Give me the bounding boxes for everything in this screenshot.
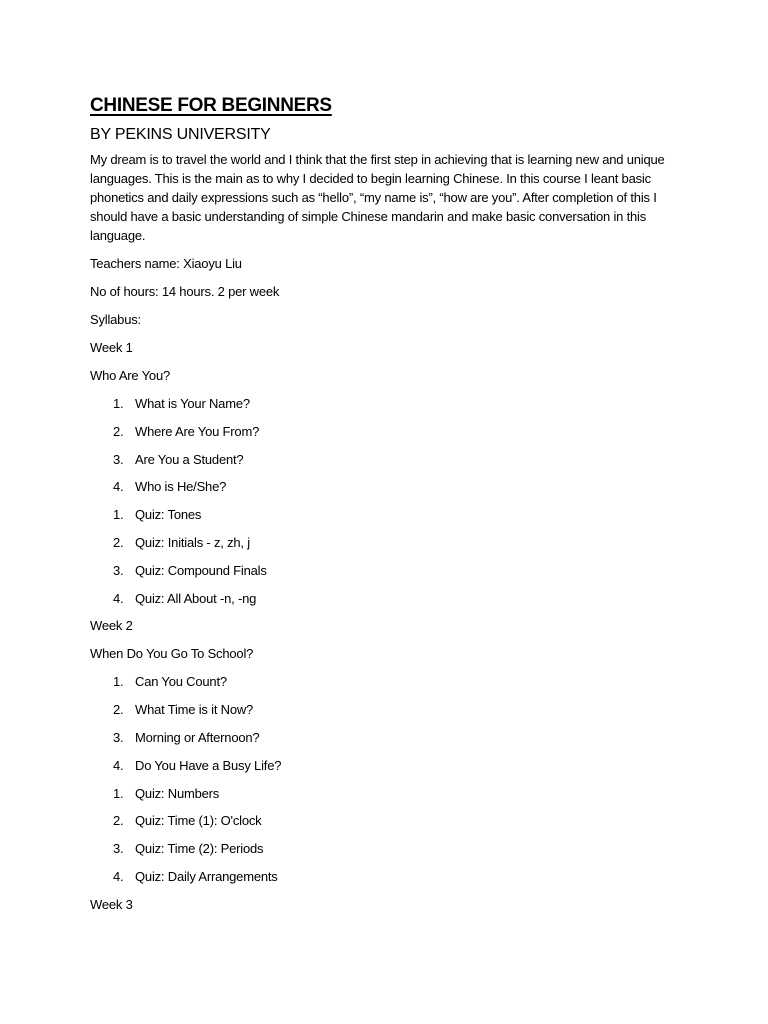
teacher-name: Teachers name: Xiaoyu Liu bbox=[90, 256, 242, 271]
list-item-text: Quiz: Daily Arrangements bbox=[135, 868, 278, 884]
list-item bbox=[90, 505, 690, 533]
week-topic-list bbox=[90, 394, 690, 616]
list-item bbox=[90, 700, 690, 728]
list-item-text: Can You Count? bbox=[135, 674, 227, 690]
list-item bbox=[90, 672, 690, 700]
list-item bbox=[90, 533, 690, 561]
list-item-text: Where Are You From? bbox=[135, 423, 260, 439]
list-number: 4. bbox=[113, 479, 124, 495]
list-item bbox=[90, 422, 690, 450]
list-item bbox=[90, 839, 690, 867]
list-number: 2. bbox=[113, 702, 124, 718]
document-subtitle: BY PEKINS UNIVERSITY bbox=[90, 126, 271, 143]
list-item-text: Quiz: Initials - z, zh, j bbox=[135, 534, 250, 550]
list-item bbox=[90, 477, 690, 505]
list-number: 1. bbox=[113, 507, 124, 523]
list-item-text: Quiz: Tones bbox=[135, 507, 202, 523]
course-hours: No of hours: 14 hours. 2 per week bbox=[90, 284, 280, 299]
week-topic-list bbox=[90, 672, 690, 894]
list-item-text: Quiz: Compound Finals bbox=[135, 562, 267, 578]
list-number: 1. bbox=[113, 396, 124, 411]
document-body bbox=[90, 94, 690, 923]
list-item-text: Quiz: Time (1): O'clock bbox=[135, 813, 262, 829]
syllabus-label: Syllabus: bbox=[90, 312, 141, 327]
week-label: Week 3 bbox=[90, 896, 133, 912]
list-item bbox=[90, 561, 690, 589]
list-item bbox=[90, 756, 690, 784]
week-label: Week 1 bbox=[90, 340, 133, 355]
list-number: 1. bbox=[113, 674, 124, 690]
list-item-text: Quiz: Time (2): Periods bbox=[135, 841, 264, 857]
week-heading: Who Are You? bbox=[90, 368, 170, 383]
list-item bbox=[90, 589, 690, 617]
list-item-text: What is Your Name? bbox=[135, 396, 250, 411]
list-number: 4. bbox=[113, 757, 124, 773]
week-heading: When Do You Go To School? bbox=[90, 646, 254, 662]
intro-paragraph: My dream is to travel the world and I think that the first step in achieving that is learning new and unique languages. This is the main as to why I decided to begin learning Chinese. In this course I leant basic phonetics and daily expressions such as “hello”, “my name is”, “how are you”. After completion of this I should have a basic understanding of simple Chinese mandarin and make basic conversation in this language. bbox=[90, 152, 665, 243]
list-number: 3. bbox=[113, 451, 124, 467]
list-item bbox=[90, 450, 690, 478]
list-number: 3. bbox=[113, 729, 124, 745]
list-item bbox=[90, 394, 690, 422]
week-label: Week 2 bbox=[90, 618, 133, 634]
list-item-text: Who is He/She? bbox=[135, 479, 227, 495]
list-item-text: Morning or Afternoon? bbox=[135, 729, 260, 745]
list-item-text: Are You a Student? bbox=[135, 451, 244, 467]
list-item-text: Do You Have a Busy Life? bbox=[135, 757, 282, 773]
list-item-text: Quiz: All About -n, -ng bbox=[135, 590, 257, 606]
list-item-text: Quiz: Numbers bbox=[135, 785, 220, 801]
list-item bbox=[90, 811, 690, 839]
list-number: 1. bbox=[113, 785, 124, 801]
list-number: 2. bbox=[113, 534, 124, 550]
list-number: 3. bbox=[113, 562, 124, 578]
list-item-text: What Time is it Now? bbox=[135, 702, 254, 718]
list-item bbox=[90, 728, 690, 756]
list-number: 3. bbox=[113, 841, 124, 857]
document-title: CHINESE FOR BEGINNERS bbox=[90, 95, 332, 116]
list-number: 4. bbox=[113, 590, 124, 606]
list-number: 2. bbox=[113, 423, 124, 439]
list-number: 2. bbox=[113, 813, 124, 829]
list-number: 4. bbox=[113, 868, 124, 884]
list-item bbox=[90, 784, 690, 812]
list-item bbox=[90, 867, 690, 895]
